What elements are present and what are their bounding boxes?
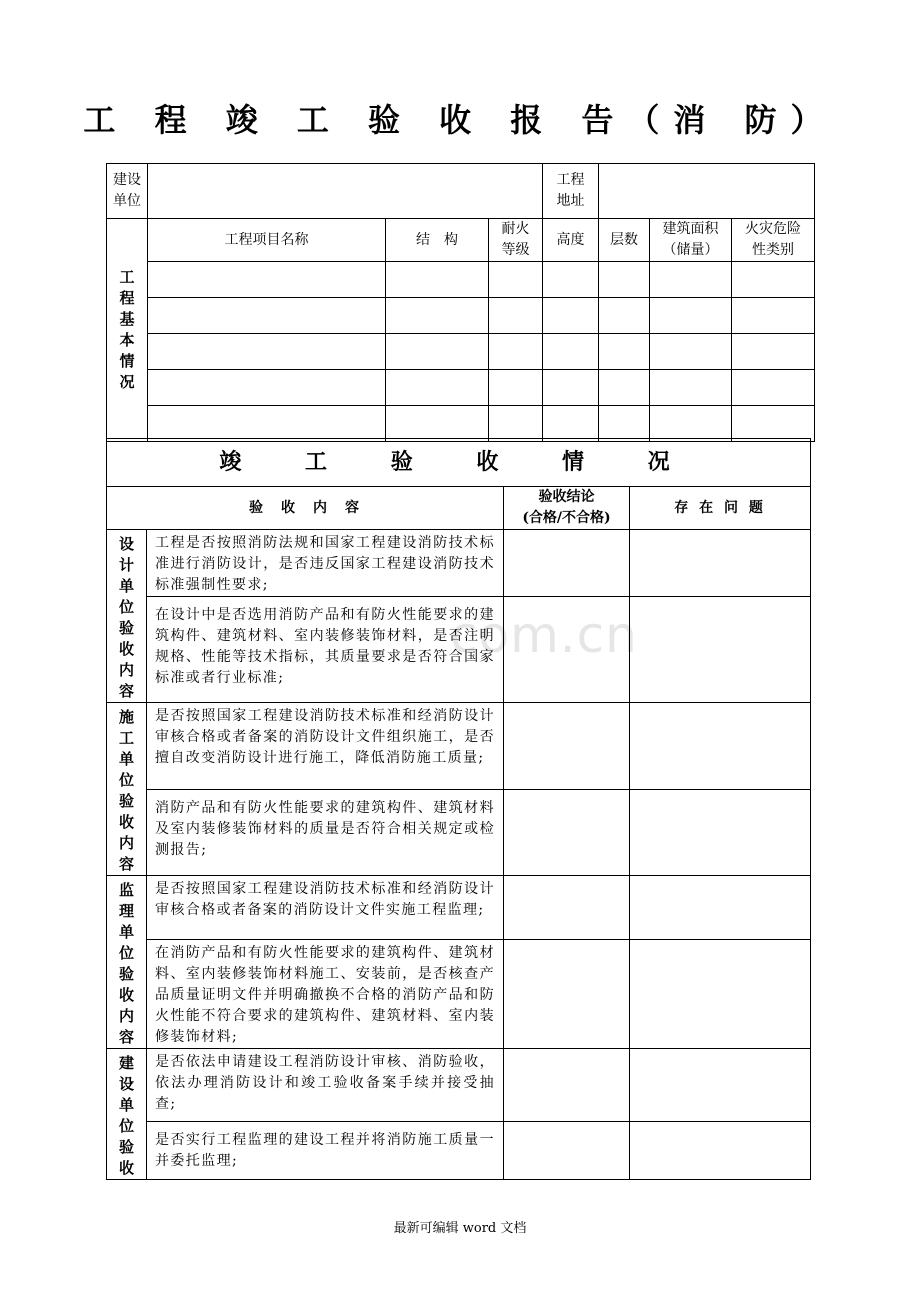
acceptance-item: 消防产品和有防火性能要求的建筑构件、建筑材料及室内装修装饰材料的质量是否符合相关规定或检测报告;: [147, 790, 504, 876]
conclusion-cell[interactable]: [504, 597, 630, 703]
build-unit-value[interactable]: [148, 164, 543, 219]
issues-cell[interactable]: [630, 940, 811, 1049]
header-issues: 存 在 问 题: [630, 487, 811, 530]
issues-cell[interactable]: [630, 703, 811, 790]
header-floors: 层数: [599, 219, 650, 262]
conclusion-cell[interactable]: [504, 1121, 630, 1179]
table-row: [107, 370, 815, 406]
table-row: [107, 262, 815, 298]
acceptance-section-title: 竣 工 验 收 情 况: [107, 439, 811, 487]
basic-info-section-label: 工 程 基 本 情 况: [107, 219, 148, 442]
header-project-name: 工程项目名称: [148, 219, 386, 262]
acceptance-item: 是否按照国家工程建设消防技术标准和经消防设计审核合格或者备案的消防设计文件实施工程监理;: [147, 876, 504, 940]
basic-info-table: [106, 163, 815, 442]
issues-cell[interactable]: [630, 1121, 811, 1179]
conclusion-cell[interactable]: [504, 703, 630, 790]
header-structure: 结 构: [386, 219, 489, 262]
address-value[interactable]: [599, 164, 815, 219]
header-area: 建筑面积 （储量）: [650, 219, 732, 262]
issues-cell[interactable]: [630, 790, 811, 876]
header-conclusion: 验收结论 (合格/不合格): [504, 487, 630, 530]
address-label: 工程 地址: [543, 164, 599, 219]
acceptance-item: 工程是否按照消防法规和国家工程建设消防技术标准进行消防设计，是否违反国家工程建设消防技术标准强制性要求;: [147, 530, 504, 597]
group-label-construction: 施 工 单 位 验 收 内 容: [107, 703, 147, 876]
header-height: 高度: [543, 219, 599, 262]
table-row: [107, 334, 815, 370]
conclusion-cell[interactable]: [504, 790, 630, 876]
issues-cell[interactable]: [630, 530, 811, 597]
header-content: 验 收 内 容: [107, 487, 504, 530]
watermark: com.cn: [450, 606, 638, 664]
header-hazard: 火灾危险 性类别: [732, 219, 815, 262]
conclusion-cell[interactable]: [504, 1049, 630, 1122]
header-fire-grade: 耐火 等级: [489, 219, 543, 262]
acceptance-table: [106, 438, 811, 1180]
table-row: [107, 406, 815, 442]
group-label-design: 设 计 单 位 验 收 内 容: [107, 530, 147, 703]
issues-cell[interactable]: [630, 597, 811, 703]
acceptance-item: 是否按照国家工程建设消防技术标准和经消防设计审核合格或者备案的消防设计文件组织施工，是否擅自改变消防设计进行施工，降低消防施工质量;: [147, 703, 504, 790]
acceptance-item: 在消防产品和有防火性能要求的建筑构件、建筑材料、室内装修装饰材料施工、安装前，是否核查产品质量证明文件并明确撤换不合格的消防产品和防火性能不符合要求的建筑构件、建筑材料、室内装修装饰材料;: [147, 940, 504, 1049]
issues-cell[interactable]: [630, 876, 811, 940]
group-label-owner: 建 设 单 位 验 收: [107, 1049, 147, 1180]
acceptance-item: 是否实行工程监理的建设工程并将消防施工质量一并委托监理;: [147, 1121, 504, 1179]
conclusion-cell[interactable]: [504, 876, 630, 940]
conclusion-cell[interactable]: [504, 940, 630, 1049]
table-row: [107, 298, 815, 334]
acceptance-item: 是否依法申请建设工程消防设计审核、消防验收，依法办理消防设计和竣工验收备案手续并接受抽查;: [147, 1049, 504, 1122]
document-title: 工 程 竣 工 验 收 报 告（消 防）: [83, 101, 837, 139]
acceptance-item: 在设计中是否选用消防产品和有防火性能要求的建筑构件、建筑材料、室内装修装饰材料，是否注明规格、性能等技术指标，其质量要求是否符合国家标准或者行业标准;: [147, 597, 504, 703]
conclusion-cell[interactable]: [504, 530, 630, 597]
issues-cell[interactable]: [630, 1049, 811, 1122]
group-label-supervision: 监 理 单 位 验 收 内 容: [107, 876, 147, 1049]
build-unit-label: 建设 单位: [107, 164, 148, 219]
page-footer: 最新可编辑 word 文档: [393, 1221, 527, 1236]
